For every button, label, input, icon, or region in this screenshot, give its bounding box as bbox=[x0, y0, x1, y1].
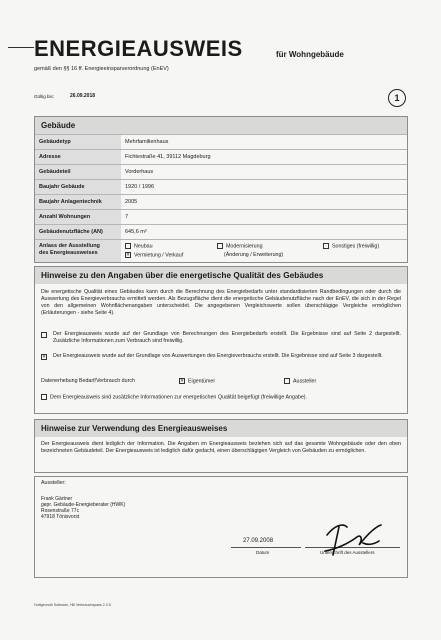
page-number-badge: 1 bbox=[388, 89, 406, 107]
occasion-label-line-1: Anlass der Ausstellung bbox=[39, 243, 100, 249]
checkbox-checked-icon: ✕ bbox=[42, 354, 46, 359]
row-label: Baujahr Anlagentechnik bbox=[35, 195, 121, 209]
row-value: 7 bbox=[125, 214, 129, 220]
row-label: Baujahr Gebäude bbox=[35, 180, 121, 194]
data-collection-label: Datenerhebung Bedarf/Verbrauch durch bbox=[41, 378, 135, 384]
row-value: Mehrfamilienhaus bbox=[125, 139, 169, 145]
option-demand-text: Der Energieausweis wurde auf der Grundlage von Berechnungen des Energiebedarfs erstellt. Die Ergebnisse sind auf Seite 2 dargestellt. Zusätzliche Informationen zum Verbrauch sind freiwillig. bbox=[53, 331, 401, 344]
checkbox-icon bbox=[284, 378, 290, 384]
issuer-city: 47918 Tönisvorst bbox=[41, 514, 80, 520]
date-label: Datum bbox=[256, 550, 270, 555]
signature-label: Unterschrift des Ausstellers bbox=[320, 550, 375, 555]
usage-notes-text: Der Energieausweis dient lediglich der Information. Die Angaben im Energieausweis beziehen sich auf das gesamte Wohngebäude oder den oben bezeichneten Gebäudeteil. Der Energieausweis ist lediglich dafür gedacht, einen überschlägigen Vergleich von Gebäuden zu ermöglichen. bbox=[41, 441, 401, 454]
building-row bbox=[35, 209, 407, 224]
valid-until-date: 26.09.2018 bbox=[70, 93, 96, 99]
legal-basis: gemäß den §§ 16 ff. Energieeinsparverordnung (EnEV) bbox=[34, 66, 169, 72]
occasion-option-modernization[interactable]: Modernisierung bbox=[217, 243, 263, 249]
usage-notes-heading: Hinweise zur Verwendung des Energieausweises bbox=[35, 420, 407, 437]
issuer-street: Rosenstraße 77c bbox=[41, 508, 80, 514]
building-heading: Gebäude bbox=[35, 117, 407, 134]
building-section bbox=[34, 116, 408, 263]
checkbox-icon bbox=[323, 243, 329, 249]
quality-notes-section bbox=[34, 266, 408, 414]
row-label: Gebäudetyp bbox=[35, 135, 121, 149]
occasion-label-line-2: des Energieausweises bbox=[39, 250, 98, 256]
building-row bbox=[35, 194, 407, 209]
certificate-title: ENERGIEAUSWEIS bbox=[34, 36, 243, 61]
building-row bbox=[35, 224, 407, 239]
issue-date: 27.09.2008 bbox=[243, 538, 274, 544]
data-collection-owner[interactable]: ✕ Eigentümer bbox=[180, 378, 216, 385]
quality-notes-intro: Die energetische Qualität eines Gebäudes kann durch die Berechnung des Energiebedarfs unter standardisierten Randbedingungen oder durch die Auswertung des Energieverbrauchs ermittelt werden. Als Bezugsfläche dient die energetische Gebäudenutzfläche nach der EnEV, die sich in der Regel von den allgemeinen Wohnflächenangaben unterscheidet. Die angegebenen Vergleichswerte sollen überschlägige Vergleiche ermöglichen (Erläuterungen - siehe Seite 4). bbox=[41, 289, 401, 316]
building-row bbox=[35, 134, 407, 149]
occasion-option-extension: (Änderung / Erweiterung) bbox=[224, 252, 284, 258]
building-row bbox=[35, 164, 407, 179]
checkbox-icon bbox=[41, 332, 47, 338]
certificate-subtitle: für Wohngebäude bbox=[276, 50, 344, 59]
row-label: Anzahl Wohnungen bbox=[35, 210, 121, 224]
row-label: Gebäudenutzfläche (AN) bbox=[35, 225, 121, 239]
option-additional-info[interactable]: Dem Energieausweis sind zusätzliche Informationen zur energetischen Qualität beigefügt (freiwillige Angabe). bbox=[41, 394, 307, 400]
building-row bbox=[35, 179, 407, 194]
title-rule bbox=[8, 47, 34, 48]
occasion-option-rent-sale[interactable]: ✕ Vermietung / Verkauf bbox=[126, 252, 184, 259]
occasion-option-new[interactable]: Neubau bbox=[125, 243, 153, 249]
checkbox-icon bbox=[217, 243, 223, 249]
issuer-section bbox=[34, 476, 408, 578]
occasion-row bbox=[35, 239, 407, 262]
row-value: 645,6 m² bbox=[125, 229, 147, 235]
option-consumption-text: Der Energieausweis wurde auf der Grundlage von Auswertungen des Energieverbrauchs erstellt. Die Ergebnisse sind auf Seite 3 dargestellt. bbox=[53, 353, 383, 359]
checkbox-checked-icon: ✕ bbox=[126, 252, 130, 257]
issuer-name: Frank Gärtner bbox=[41, 496, 73, 502]
row-value: 1920 / 1996 bbox=[125, 184, 155, 190]
data-collection-issuer[interactable]: Aussteller bbox=[284, 378, 316, 384]
checkbox-checked-icon: ✕ bbox=[180, 378, 184, 383]
building-row bbox=[35, 149, 407, 164]
valid-until-label: Gültig bis: bbox=[34, 94, 55, 99]
quality-notes-heading: Hinweise zu den Angaben über die energetische Qualität des Gebäudes bbox=[35, 267, 407, 284]
occasion-label bbox=[35, 240, 121, 262]
occasion-option-other[interactable]: Sonstiges (freiwillig) bbox=[323, 243, 379, 249]
usage-notes-section bbox=[34, 419, 408, 473]
date-line bbox=[231, 547, 301, 548]
row-label: Adresse bbox=[35, 150, 121, 164]
issuer-qualification: gepr. Gebäude-Energieberater (HWK) bbox=[41, 502, 126, 508]
signature-icon bbox=[317, 515, 387, 563]
checkbox-icon bbox=[41, 394, 47, 400]
row-label: Gebäudeteil bbox=[35, 165, 121, 179]
row-value: Fichtestraße 41, 39112 Magdeburg bbox=[125, 154, 211, 160]
row-value: 2005 bbox=[125, 199, 138, 205]
row-value: Vorderhaus bbox=[125, 169, 154, 175]
footer-software: Hottgenroth Software, HB Verbrauchspass 2.3.5 bbox=[34, 603, 111, 607]
checkbox-icon bbox=[125, 243, 131, 249]
issuer-label: Aussteller: bbox=[41, 480, 66, 486]
